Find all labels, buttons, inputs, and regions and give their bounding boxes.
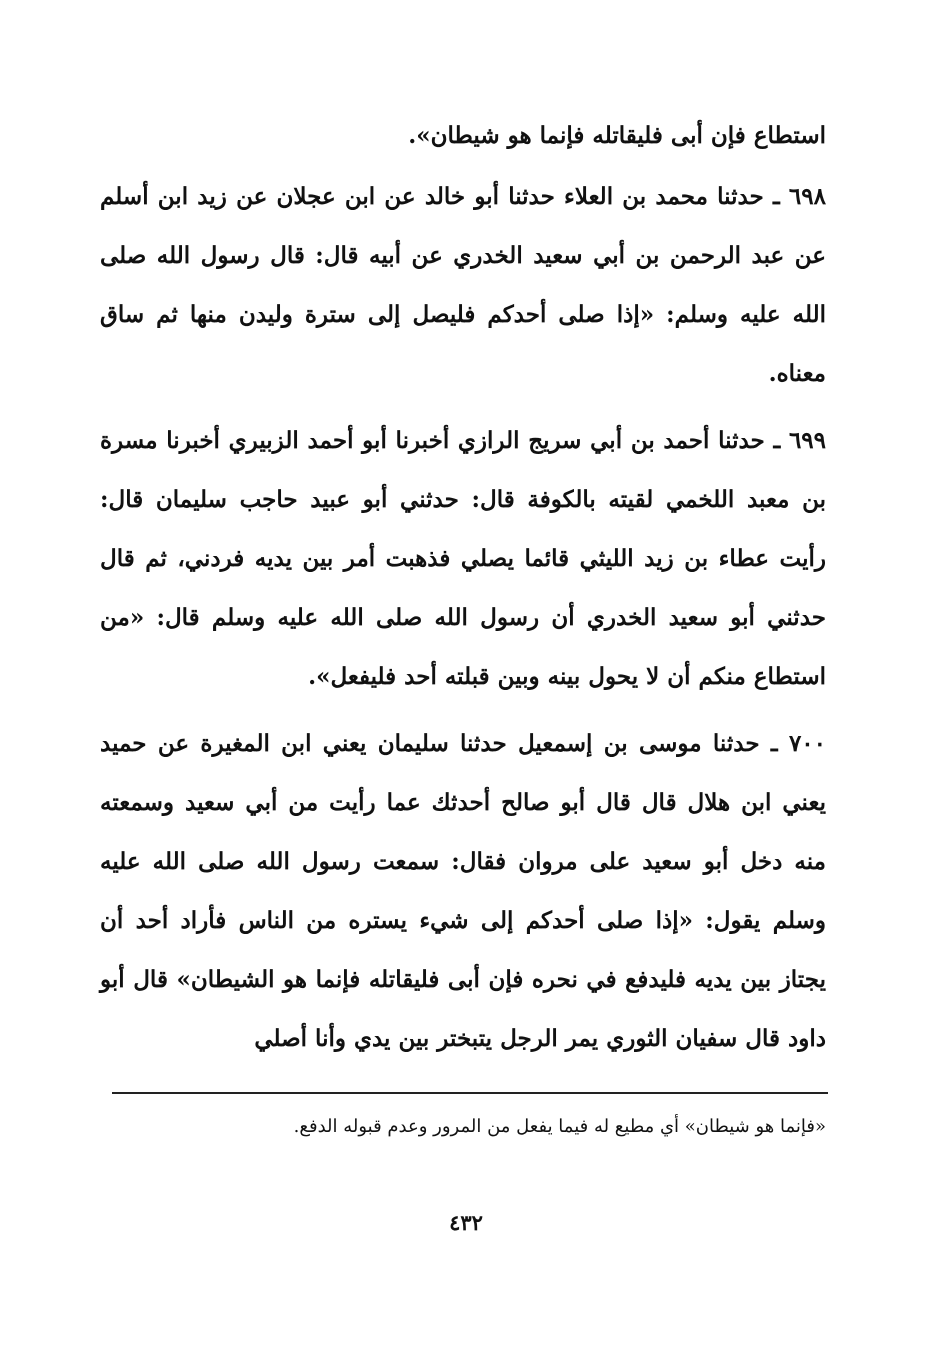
footnote-divider [112, 1092, 828, 1094]
page-number: ٤٣٢ [449, 1210, 483, 1235]
hadith-number: ٧٠٠ [788, 730, 826, 757]
hadith-698 [100, 167, 826, 403]
hadith-text: ـ حدثنا محمد بن العلاء حدثنا أبو خالد عن ابن عجلان عن زيد ابن أسلم عن عبد الرحمن بن أبي سعيد الخدري عن أبيه قال: قال رسول الله صلى الله عليه وسلم: «إذا صلى أحدكم فليصل إلى سترة وليدن منها ثم ساق معناه. [100, 183, 826, 387]
main-text [100, 106, 826, 1068]
hadith-text: ـ حدثنا موسى بن إسمعيل حدثنا سليمان يعني ابن المغيرة عن حميد يعني ابن هلال قال قال أبو صالح أحدثك عما رأيت من أبي سعيد وسمعته منه دخل أبو سعيد على مروان فقال: سمعت رسول الله صلى الله عليه وسلم يقول: «إذا صلى أحدكم إلى شيء يستره من الناس فأراد أحد أن يجتاز بين يديه فليدفع في نحره فإن أبى فليقاتله فإنما هو الشيطان» قال أبو داود قال سفيان الثوري يمر الرجل يتبختر بين يدي وأنا أصلي [100, 730, 826, 1052]
hadith-number: ٦٩٨ [788, 183, 826, 210]
footnote: «فإنما هو شيطان» أي مطيع له فيما يفعل من المرور وعدم قبوله الدفع. [293, 1116, 826, 1137]
paragraph-continuation [100, 106, 826, 165]
hadith-number: ٦٩٩ [788, 427, 826, 454]
hadith-700 [100, 714, 826, 1068]
hadith-text: ـ حدثنا أحمد بن أبي سريج الرازي أخبرنا أبو أحمد الزبيري أخبرنا مسرة بن معبد اللخمي لقيته بالكوفة قال: حدثني أبو عبيد حاجب سليمان قال: رأيت عطاء بن زيد الليثي قائما يصلي فذهبت أمر بين يديه فردني، ثم قال حدثني أبو سعيد الخدري أن رسول الله صلى الله عليه وسلم قال: «من استطاع منكم أن لا يحول بينه وبين قبلته أحد فليفعل». [100, 427, 826, 690]
paragraph-text: استطاع فإن أبى فليقاتله فإنما هو شيطان». [408, 122, 826, 149]
hadith-699 [100, 411, 826, 706]
